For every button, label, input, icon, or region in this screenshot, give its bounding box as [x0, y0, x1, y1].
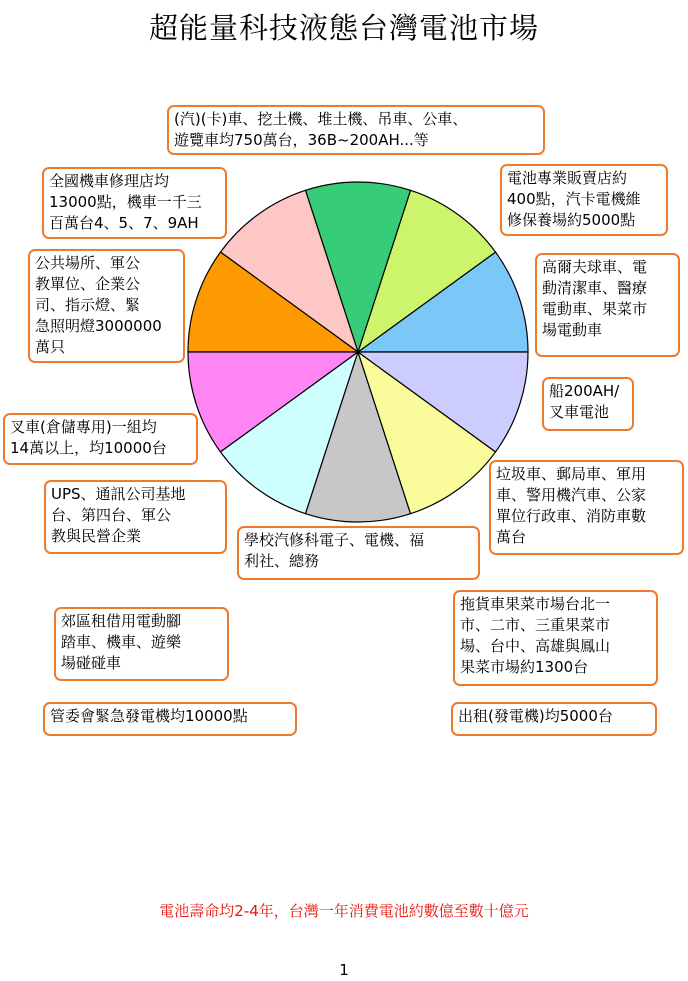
page-number: 1: [339, 961, 349, 979]
label-suburb-rentals: 郊區租借用電動腳 踏車、機車、遊樂 場碰碰車: [54, 607, 229, 681]
footer-note: 電池壽命均2-4年，台灣一年消費電池約數億至數十億元: [159, 902, 529, 920]
label-golf-carts: 高爾夫球車、電 動清潔車、醫療 電動車、果菜市 場電動車: [535, 253, 680, 357]
label-management: 管委會緊急發電機均10000點: [43, 702, 297, 736]
label-garbage-trucks: 垃圾車、郵局車、軍用 車、警用機汽車、公家 單位行政車、消防車數 萬台: [489, 460, 684, 555]
label-schools: 學校汽修科電子、電機、福 利社、總務: [237, 526, 480, 580]
label-battery-shops: 電池專業販賣店約 400點，汽卡電機維 修保養場約5000點: [500, 164, 668, 236]
label-motor-repair: 全國機車修理店均 13000點，機車一千三 百萬台4、5、7、9AH: [42, 167, 227, 239]
label-telecom: UPS、通訊公司基地 台、第四台、軍公 教與民營企業: [44, 480, 227, 554]
page-title: 超能量科技液態台灣電池市場: [148, 11, 539, 45]
label-public-places: 公共場所、軍公 教單位、企業公 司、指示燈、緊 急照明燈3000000 萬只: [28, 249, 185, 363]
label-tow-trucks: 拖貨車果菜市場台北一 市、二市、三重果菜市 場、台中、高雄與鳳山 果菜市場約1300台: [453, 590, 658, 686]
label-generator-rental: 出租(發電機)均5000台: [451, 702, 657, 736]
label-forklifts: 叉車(倉儲專用)一組均 14萬以上，均10000台: [3, 413, 198, 465]
label-boats: 船200AH/ 叉車電池: [542, 377, 634, 431]
label-construction: (汽)(卡)車、挖土機、堆土機、吊車、公車、 遊覽車均750萬台，36B~200AH...等: [167, 105, 545, 155]
